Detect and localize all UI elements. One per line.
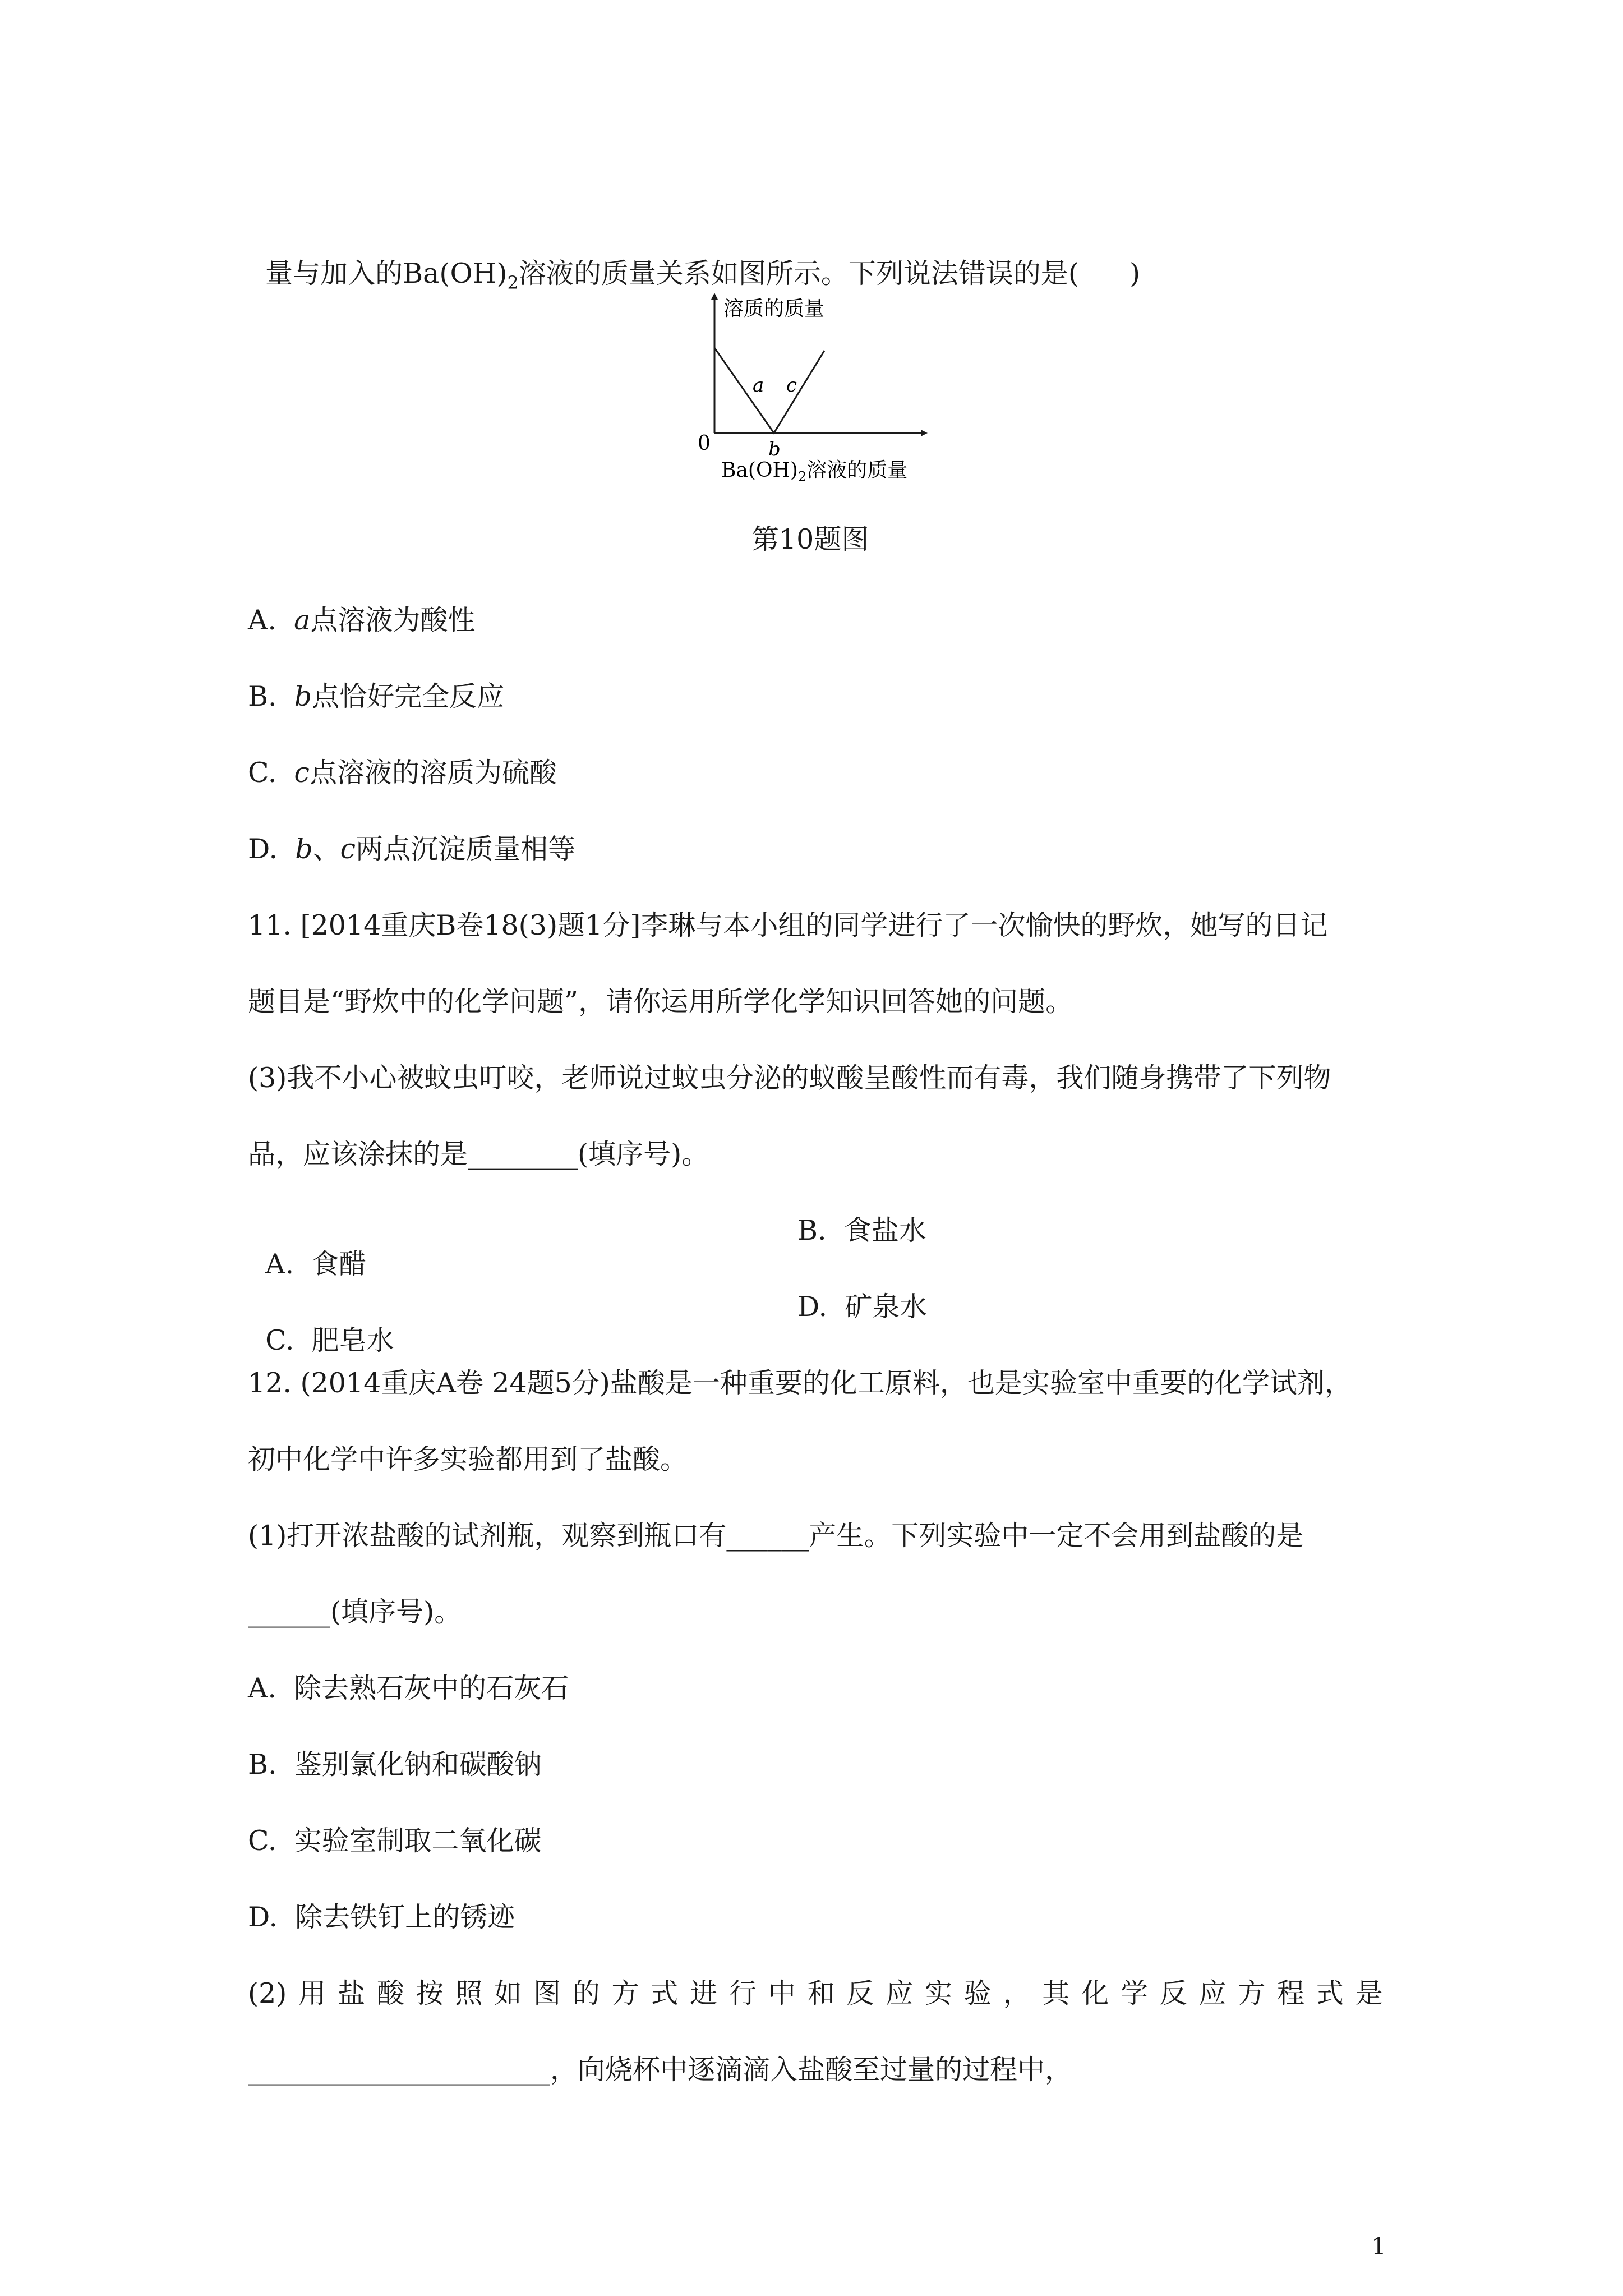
q12-line-1: 12. (2014重庆A卷 24题5分)盐酸是一种重要的化工原料，也是实验室中重要的化学试剂， xyxy=(248,1367,1352,1399)
q11-option-b: B. 食盐水 xyxy=(797,1214,926,1246)
q12-part2-word: 式 xyxy=(651,1977,679,2009)
q12-part2-word: 按 xyxy=(416,1977,444,2009)
q12-part2-line-2: ______________________，向烧杯中逐滴滴入盐酸至过量的过程中， xyxy=(248,2054,1073,2086)
q12-part2-word: 化 xyxy=(1081,1977,1109,2009)
q11-option-a: A. 食醋 xyxy=(265,1248,367,1280)
q11-line-2: 题目是“野炊中的化学问题”，请你运用所学化学知识回答她的问题。 xyxy=(248,986,1073,1018)
q10-stem-sub: 2 xyxy=(507,272,519,293)
q10-option-c: C. c点溶液的溶质为硫酸 xyxy=(248,757,557,789)
page-number: 1 xyxy=(1371,2233,1386,2260)
q10-stem-post: 溶液的质量关系如图所示。下列说法错误的是( xyxy=(518,257,1079,289)
solute-mass-line xyxy=(714,348,824,433)
q12-part2-word: 实 xyxy=(924,1977,952,2009)
q12-part2-word: 应 xyxy=(1198,1977,1227,2009)
q11-line-3: (3)我不小心被蚊虫叮咬，老师说过蚊虫分泌的蚁酸呈酸性而有毒，我们随身携带了下列物 xyxy=(248,1062,1331,1094)
q12-part2-word: 学 xyxy=(1120,1977,1148,2009)
q12-part2-word: 盐 xyxy=(338,1977,366,2009)
q12-part2-word: 式 xyxy=(1316,1977,1344,2009)
q12-part2-word: 中 xyxy=(768,1977,796,2009)
q12-part2-word: 如 xyxy=(494,1977,522,2009)
q11-line-4: 品，应该涂抹的是________(填序号)。 xyxy=(248,1138,709,1170)
q12-part2-word: 反 xyxy=(846,1977,874,2009)
q11-line-1: 11. [2014重庆B卷18(3)题1分]李琳与本小组的同学进行了一次愉快的野炊，她写的日记 xyxy=(248,909,1328,941)
point-a-label: a xyxy=(753,374,764,397)
q12-part2-word: 反 xyxy=(1159,1977,1187,2009)
q12-part2-word: 图 xyxy=(533,1977,561,2009)
q12-option-d: D. 除去铁钉上的锈迹 xyxy=(248,1901,515,1933)
q10-stem xyxy=(248,223,1140,300)
q12-part2-word: 验 xyxy=(963,1977,992,2009)
q12-part2-word: (2) xyxy=(248,1977,287,2009)
q10-stem-pre: 量与加入的Ba(OH) xyxy=(265,257,508,289)
q12-option-b: B. 鉴别氯化钠和碳酸钠 xyxy=(248,1749,542,1780)
figure-caption: 第10题图 xyxy=(751,523,869,555)
q12-part2-word: 的 xyxy=(572,1977,600,2009)
q12-part2-word: 和 xyxy=(807,1977,835,2009)
point-b-label: b xyxy=(768,438,781,461)
q12-line-2: 初中化学中许多实验都用到了盐酸。 xyxy=(248,1443,688,1475)
q10-figure xyxy=(690,292,959,494)
q12-part2-word: 照 xyxy=(455,1977,483,2009)
q12-line-3: (1)打开浓盐酸的试剂瓶，观察到瓶口有______产生。下列实验中一定不会用到盐酸的是 xyxy=(248,1520,1304,1552)
point-c-label: c xyxy=(786,374,797,397)
q10-stem-close: ) xyxy=(1129,257,1141,289)
q10-option-a: A. a点溶液为酸性 xyxy=(248,604,476,636)
q12-option-a: A. 除去熟石灰中的石灰石 xyxy=(248,1672,569,1704)
q11-option-c: C. 肥皂水 xyxy=(265,1324,394,1356)
q12-line-4: ______(填序号)。 xyxy=(248,1596,462,1628)
q12-part2-word: 用 xyxy=(298,1977,326,2009)
q12-part2-line-1 xyxy=(248,1977,1383,2010)
y-axis-label: 溶质的质量 xyxy=(723,297,825,320)
q12-part2-word: 方 xyxy=(611,1977,639,2009)
q12-part2-word: ， xyxy=(1003,1977,1031,2009)
q11-option-d: D. 矿泉水 xyxy=(797,1291,928,1323)
q10-option-b: B. b点恰好完全反应 xyxy=(248,680,505,712)
q12-part2-word: 行 xyxy=(728,1977,757,2009)
q12-part2-word: 程 xyxy=(1277,1977,1305,2009)
q12-part2-word: 是 xyxy=(1355,1977,1383,2009)
q12-part2-word: 方 xyxy=(1238,1977,1266,2009)
q12-part2-word: 酸 xyxy=(376,1977,404,2009)
q12-part2-word: 进 xyxy=(690,1977,718,2009)
q12-option-c: C. 实验室制取二氧化碳 xyxy=(248,1825,542,1857)
q12-part2-word: 应 xyxy=(886,1977,914,2009)
x-axis-label: $Ba(OH)_2$溶液的质量 xyxy=(721,459,908,485)
q12-part2-word: 其 xyxy=(1042,1977,1070,2009)
origin-label: 0 xyxy=(698,432,711,455)
q10-option-d: D. b、c两点沉淀质量相等 xyxy=(248,833,576,865)
